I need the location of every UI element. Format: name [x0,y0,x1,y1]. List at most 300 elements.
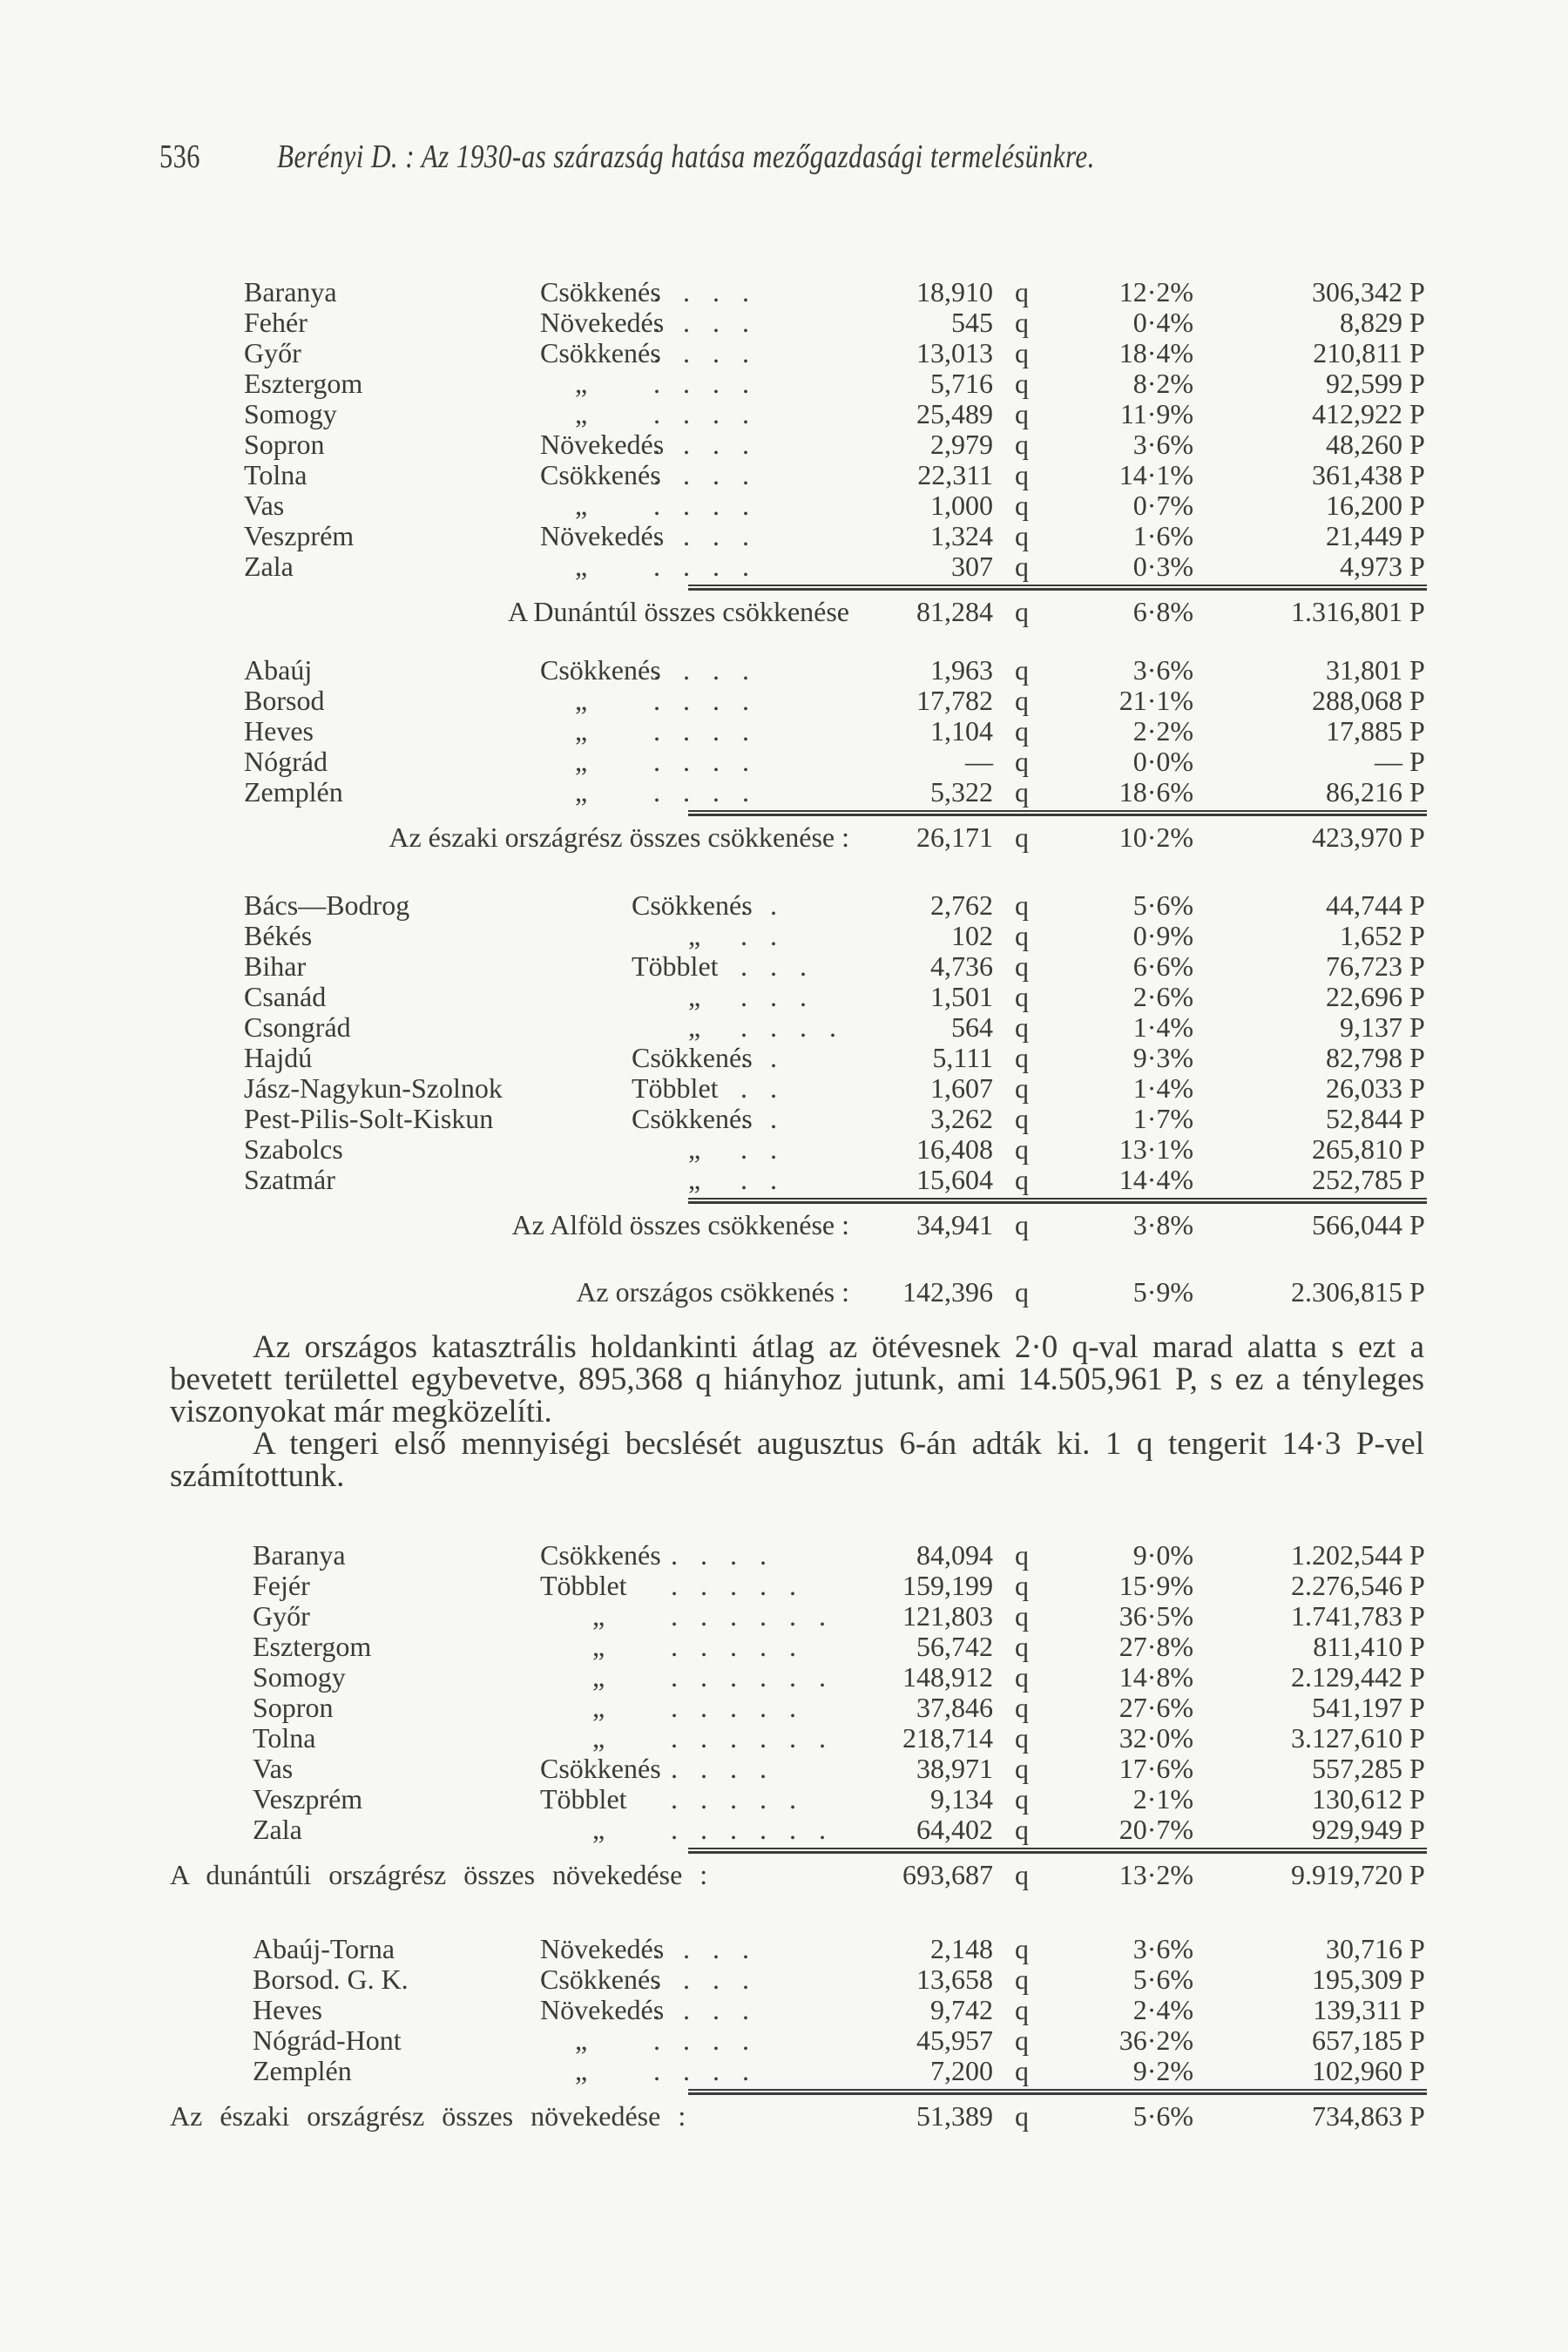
double-rule [0,2086,1568,2099]
leader-dots: . . . . [653,1963,757,1995]
total-row [0,2099,1568,2133]
pengo-value: 52,844 [1326,1103,1402,1134]
percent-value: 27·6% [1119,1692,1193,1723]
unit-q: q [1015,1859,1029,1890]
percent-value: 9·3% [1132,1042,1193,1073]
double-rule [0,1195,1568,1207]
unit-q: q [1015,429,1029,460]
table-row [0,1540,1568,1571]
county-name: Veszprém [244,520,355,551]
total-q: 26,171 [916,821,993,853]
leader-dots: . . . . . [671,1631,804,1662]
table-row [0,716,1568,747]
leader-dots: . . . . [653,429,757,460]
unit-p: P [1409,2100,1425,2132]
unit-q: q [1015,1814,1029,1845]
pengo-value: 288,068 [1312,685,1402,716]
unit-p: P [1409,654,1425,686]
unit-q: q [1015,1570,1029,1601]
change-type: „ [575,368,588,399]
county-name: Abaúj-Torna [253,1933,395,1964]
total-p: 423,970 [1312,821,1402,853]
county-name: Csongrád [244,1011,351,1043]
pengo-value: 557,285 [1312,1753,1402,1784]
quantity-value: 15,604 [916,1164,993,1195]
unit-q: q [1015,981,1029,1012]
table-row [0,2056,1568,2086]
unit-p: P [1409,1011,1425,1043]
total-row [0,594,1568,629]
county-name: Győr [253,1600,310,1632]
pengo-value: 4,973 [1340,551,1402,582]
quantity-value: 84,094 [916,1539,993,1571]
percent-value: 13·1% [1119,1133,1193,1165]
unit-p: P [1409,2024,1425,2056]
change-type: Növekedés [540,429,665,460]
unit-p: P [1409,520,1425,551]
table-row [0,277,1568,308]
table-alfold-decrease [0,890,1568,1242]
leader-dots: . . [740,1042,785,1073]
table-row [0,521,1568,551]
percent-value: 18·6% [1119,776,1193,808]
county-name: Baranya [244,276,337,308]
unit-p: P [1409,889,1425,921]
pengo-value: 8,829 [1340,307,1402,338]
unit-p: P [1409,821,1425,853]
pengo-value: 26,033 [1326,1072,1402,1104]
change-type: „ [592,1661,605,1693]
body-text [170,1331,1424,1492]
unit-q: q [1015,1994,1029,2025]
table-row [0,1012,1568,1043]
leader-dots: . . [740,920,785,951]
leader-dots: . . . . [653,2024,757,2056]
leader-dots: . . . . [653,520,757,551]
leader-dots: . . . . . . [671,1814,834,1845]
change-type: „ [688,920,701,951]
unit-q: q [1015,950,1029,982]
total-q: 51,389 [916,2100,993,2132]
leader-dots: . . [740,1164,785,1195]
quantity-value: 9,134 [930,1783,993,1815]
pengo-value: 92,599 [1326,368,1402,399]
leader-dots: . . . . [653,654,757,686]
table-row [0,1995,1568,2025]
leader-dots: . . . . . . [671,1600,834,1632]
percent-value: 17·6% [1119,1753,1193,1784]
change-type: „ [688,1164,701,1195]
county-name: Vas [244,490,285,521]
percent-value: 9·2% [1132,2055,1193,2086]
change-type: „ [688,1133,701,1165]
change-type: „ [575,715,588,747]
county-name: Pest-Pilis-Solt-Kiskun [244,1103,494,1134]
percent-value: 9·0% [1132,1539,1193,1571]
leader-dots: . . . . [653,307,757,338]
county-name: Heves [253,1994,322,2025]
percent-value: 36·5% [1119,1600,1193,1632]
unit-p: P [1409,1722,1425,1754]
county-name: Zemplén [253,2055,352,2086]
county-name: Zala [244,551,294,582]
unit-q: q [1015,1722,1029,1754]
unit-q: q [1015,1164,1029,1195]
total-p: 734,863 [1312,2100,1402,2132]
unit-p: P [1409,276,1425,308]
unit-q: q [1015,1963,1029,1995]
change-type: „ [575,746,588,777]
unit-q: q [1015,1600,1029,1632]
quantity-value: 564 [951,1011,993,1043]
unit-p: P [1409,1042,1425,1073]
percent-value: 2·2% [1132,715,1193,747]
quantity-value: 37,846 [916,1692,993,1723]
county-name: Fehér [244,307,308,338]
leader-dots: . . . . [671,1753,774,1784]
unit-p: P [1409,1783,1425,1815]
leader-dots: . . [740,1103,785,1134]
unit-p: P [1409,950,1425,982]
unit-p: P [1409,1539,1425,1571]
unit-p: P [1409,551,1425,582]
table-row [0,1632,1568,1662]
running-title: Berényi D. : Az 1930-as szárazság hatása mezőgazdasági termelésünkre. [277,139,1095,175]
county-name: Tolna [253,1722,316,1754]
leader-dots: . . . . [740,1011,844,1043]
unit-p: P [1409,596,1425,627]
unit-p: P [1409,1072,1425,1104]
unit-p: P [1409,398,1425,429]
unit-q: q [1015,1661,1029,1693]
quantity-value: 25,489 [916,398,993,429]
unit-q: q [1015,654,1029,686]
table-dunantul-decrease [0,277,1568,629]
unit-q: q [1015,1209,1029,1240]
unit-p: P [1409,1661,1425,1693]
quantity-value: 5,716 [930,368,993,399]
unit-p: P [1409,1994,1425,2025]
change-type: „ [575,2055,588,2086]
pengo-value: 3.127,610 [1291,1722,1402,1754]
change-type: „ [575,490,588,521]
quantity-value: 56,742 [916,1631,993,1662]
unit-q: q [1015,368,1029,399]
change-type: Csökkenés [540,337,661,368]
county-name: Tolna [244,459,308,490]
table-row [0,1073,1568,1104]
percent-value: 14·1% [1119,459,1193,490]
pengo-value: 1,652 [1340,920,1402,951]
table-row [0,338,1568,368]
unit-p: P [1409,920,1425,951]
table-row [0,1165,1568,1195]
unit-p: P [1409,459,1425,490]
county-name: Nógrád-Hont [253,2024,402,2056]
quantity-value: 1,324 [930,520,993,551]
change-type: „ [592,1631,605,1662]
unit-p: P [1409,337,1425,368]
quantity-value: 16,408 [916,1133,993,1165]
unit-q: q [1015,398,1029,429]
county-name: Csanád [244,981,327,1012]
leader-dots: . . . . . . [671,1661,834,1693]
total-pct: 6·8% [1132,596,1193,627]
county-name: Baranya [253,1539,346,1571]
quantity-value: 5,322 [930,776,993,808]
county-name: Esztergom [253,1631,372,1662]
change-type: „ [575,551,588,582]
quantity-value: 159,199 [902,1570,993,1601]
quantity-value: 1,607 [930,1072,993,1104]
leader-dots: . . . . [653,551,757,582]
table-row [0,1601,1568,1632]
unit-q: q [1015,920,1029,951]
table-row [0,1662,1568,1693]
total-row [0,1857,1568,1892]
unit-q: q [1015,1011,1029,1043]
pengo-value: 30,716 [1326,1933,1402,1964]
pengo-value: 2.276,546 [1291,1570,1402,1601]
county-name: Somogy [253,1661,346,1693]
change-type: „ [592,1722,605,1754]
unit-q: q [1015,715,1029,747]
percent-value: 1·4% [1132,1011,1193,1043]
total-q: 693,687 [902,1859,993,1890]
county-name: Sopron [244,429,325,460]
unit-p: P [1409,776,1425,808]
change-type: Növekedés [540,520,665,551]
national-total [0,1274,1568,1309]
quantity-value: 1,501 [930,981,993,1012]
unit-q: q [1015,776,1029,808]
total-q: 34,941 [916,1209,993,1240]
leader-dots: . . [740,889,785,921]
percent-value: 1·4% [1132,1072,1193,1104]
leader-dots: . . [740,1072,785,1104]
quantity-value: 102 [951,920,993,951]
unit-p: P [1409,746,1425,777]
total-label: Az északi országrész összes növekedése : [170,2100,686,2132]
change-type: Növekedés [540,1933,665,1964]
total-label: A Dunántúl összes csökkenése [508,596,849,627]
total-label: A dunántúli országrész összes növekedése : [170,1859,708,1890]
unit-p: P [1409,1933,1425,1964]
percent-value: 5·6% [1132,1963,1193,1995]
percent-value: 3·6% [1132,654,1193,686]
quantity-value: — [965,746,993,777]
total-pct: 13·2% [1119,1859,1193,1890]
percent-value: 8·2% [1132,368,1193,399]
table-row [0,2025,1568,2056]
pengo-value: 541,197 [1312,1692,1402,1723]
quantity-value: 148,912 [902,1661,993,1693]
pengo-value: 76,723 [1326,950,1402,982]
change-type: Csökkenés [540,1963,661,1995]
leader-dots: . . . . [653,715,757,747]
leader-dots: . . . . [653,368,757,399]
quantity-value: 2,979 [930,429,993,460]
unit-p: P [1409,429,1425,460]
pengo-value: 21,449 [1326,520,1402,551]
paragraph-1: Az országos katasztrális holdankinti átlag az ötévesnek 2·0 q-val marad alatta s ezt a bevetett területtel egybevetve, 895,368 q hiányhoz jutunk, ami 14.505,961 P, s ez a tényleges viszonyokat már megközelíti. [170,1329,1424,1429]
quantity-value: 1,104 [930,715,993,747]
unit-p: P [1409,1209,1425,1240]
unit-p: P [1409,1753,1425,1784]
pengo-value: 811,410 [1313,1631,1402,1662]
percent-value: 3·6% [1132,1933,1193,1964]
table-row [0,1043,1568,1073]
unit-q: q [1015,459,1029,490]
unit-p: P [1409,1276,1425,1308]
unit-p: P [1409,307,1425,338]
percent-value: 18·4% [1119,337,1193,368]
unit-p: P [1409,1164,1425,1195]
table-row [0,399,1568,429]
pengo-value: 210,811 [1313,337,1402,368]
percent-value: 36·2% [1119,2024,1193,2056]
change-type: Többlet [632,950,719,982]
quantity-value: 3,262 [930,1103,993,1134]
unit-q: q [1015,1539,1029,1571]
pengo-value: 929,949 [1312,1814,1402,1845]
change-type: Csökkenés [632,1042,753,1073]
leader-dots: . . . . [653,276,757,308]
county-name: Békés [244,920,313,951]
total-p: 9.919,720 [1291,1859,1402,1890]
total-q: 81,284 [916,596,993,627]
unit-q: q [1015,2024,1029,2056]
table-row [0,982,1568,1012]
percent-value: 0·7% [1132,490,1193,521]
pengo-value: 1.202,544 [1291,1539,1402,1571]
county-name: Győr [244,337,301,368]
unit-q: q [1015,1753,1029,1784]
leader-dots: . . . . [653,1933,757,1964]
unit-p: P [1409,981,1425,1012]
leader-dots: . . . . [653,490,757,521]
table-row [0,1784,1568,1815]
table-row [0,308,1568,338]
change-type: „ [592,1814,605,1845]
change-type: Többlet [540,1570,627,1601]
table-row [0,1571,1568,1601]
unit-q: q [1015,1133,1029,1165]
unit-p: P [1409,1570,1425,1601]
leader-dots: . . . . [671,1539,774,1571]
unit-p: P [1409,368,1425,399]
leader-dots: . . . . [653,337,757,368]
quantity-value: 218,714 [902,1722,993,1754]
percent-value: 32·0% [1119,1722,1193,1754]
quantity-value: 38,971 [916,1753,993,1784]
pengo-value: 86,216 [1326,776,1402,808]
change-type: „ [592,1692,605,1723]
table-row [0,1723,1568,1754]
unit-p: P [1409,490,1425,521]
unit-q: q [1015,1933,1029,1964]
total-label: Az országos csökkenés : [576,1276,849,1308]
table-row [0,921,1568,951]
table-row [0,1693,1568,1723]
pengo-value: 1.741,783 [1291,1600,1402,1632]
pengo-value: 265,810 [1312,1133,1402,1165]
table-row [0,890,1568,921]
table-row [0,777,1568,808]
percent-value: 14·8% [1119,1661,1193,1693]
unit-q: q [1015,746,1029,777]
leader-dots: . . . [740,950,814,982]
double-rule [0,1845,1568,1857]
leader-dots: . . . . [653,2055,757,2086]
pengo-value: 412,922 [1312,398,1402,429]
leader-dots: . . . . [653,746,757,777]
pengo-value: 16,200 [1326,490,1402,521]
percent-value: 12·2% [1119,276,1193,308]
quantity-value: 4,736 [930,950,993,982]
percent-value: 0·0% [1132,746,1193,777]
unit-p: P [1409,715,1425,747]
unit-q: q [1015,1042,1029,1073]
quantity-value: 1,000 [930,490,993,521]
unit-p: P [1409,1600,1425,1632]
unit-q: q [1015,276,1029,308]
unit-q: q [1015,307,1029,338]
percent-value: 14·4% [1119,1164,1193,1195]
change-type: Növekedés [540,1994,665,2025]
double-rule [0,808,1568,820]
unit-q: q [1015,520,1029,551]
unit-q: q [1015,1072,1029,1104]
percent-value: 2·4% [1132,1994,1193,2025]
quantity-value: 1,963 [930,654,993,686]
pengo-value: 252,785 [1312,1164,1402,1195]
unit-q: q [1015,2055,1029,2086]
total-label: Az északi országrész összes csökkenése : [389,821,849,853]
total-row [0,1207,1568,1242]
leader-dots: . . . . [653,685,757,716]
change-type: Csökkenés [632,1103,753,1134]
double-rule [0,582,1568,594]
leader-dots: . . . . . [671,1692,804,1723]
unit-p: P [1409,2055,1425,2086]
change-type: Növekedés [540,307,665,338]
pengo-value: 130,612 [1312,1783,1402,1815]
leader-dots: . . . . . . [671,1722,834,1754]
total-pct: 5·9% [1132,1276,1193,1308]
quantity-value: 64,402 [916,1814,993,1845]
county-name: Zala [253,1814,302,1845]
table-row [0,429,1568,460]
change-type: „ [575,776,588,808]
quantity-value: 121,803 [902,1600,993,1632]
unit-q: q [1015,1631,1029,1662]
county-name: Szatmár [244,1164,335,1195]
change-type: Csökkenés [540,276,661,308]
unit-q: q [1015,1103,1029,1134]
unit-q: q [1015,2100,1029,2132]
quantity-value: 7,200 [930,2055,993,2086]
change-type: Csökkenés [632,889,753,921]
county-name: Szabolcs [244,1133,343,1165]
table-row [0,460,1568,490]
county-name: Hajdú [244,1042,313,1073]
county-name: Heves [244,715,314,747]
pengo-value: 102,960 [1312,2055,1402,2086]
unit-p: P [1409,1814,1425,1845]
unit-p: P [1409,1103,1425,1134]
pengo-value: — [1375,746,1402,777]
